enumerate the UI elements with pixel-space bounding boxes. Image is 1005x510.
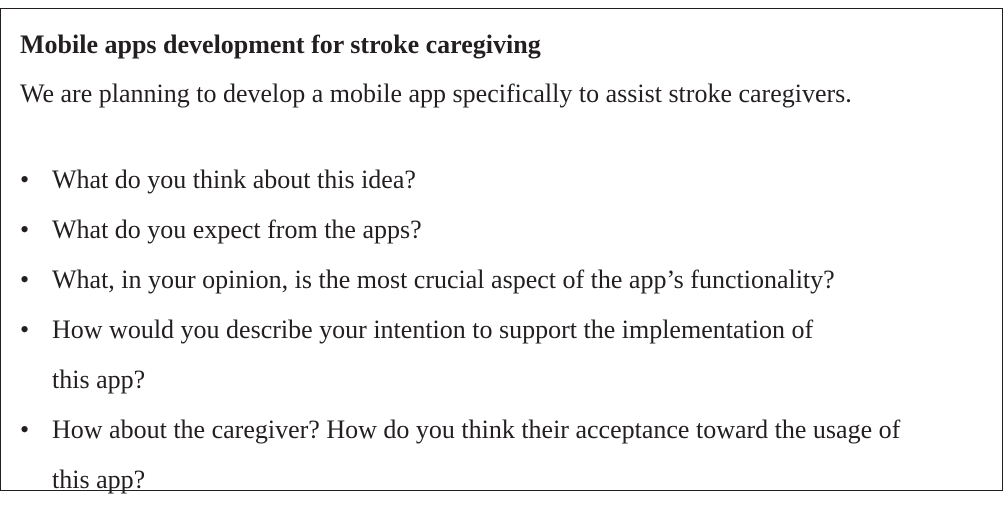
- bullet-icon: •: [20, 215, 30, 244]
- question-text: How about the caregiver? How do you think their acceptance toward the usage of this app?: [52, 415, 901, 494]
- bullet-icon: •: [20, 265, 30, 294]
- question-text: What do you expect from the apps?: [52, 215, 422, 244]
- question-list: [1, 155, 1001, 505]
- info-box: [0, 8, 1003, 494]
- bullet-icon: •: [20, 415, 30, 444]
- question-text: How would you describe your intention to support the implementation of this app?: [52, 315, 814, 394]
- question-text: What do you think about this idea?: [52, 165, 416, 194]
- question-item: [1, 255, 1001, 305]
- question-item: [1, 155, 1001, 205]
- box-intro: We are planning to develop a mobile app specifically to assist stroke caregivers.: [20, 79, 852, 108]
- question-item: [1, 305, 1001, 405]
- question-text: What, in your opinion, is the most crucial aspect of the app’s functionality?: [52, 265, 835, 294]
- question-item: [1, 205, 1001, 255]
- box-title: Mobile apps development for stroke caregiving: [20, 30, 541, 59]
- bullet-icon: •: [20, 165, 30, 194]
- question-item: [1, 405, 1001, 505]
- bullet-icon: •: [20, 315, 30, 344]
